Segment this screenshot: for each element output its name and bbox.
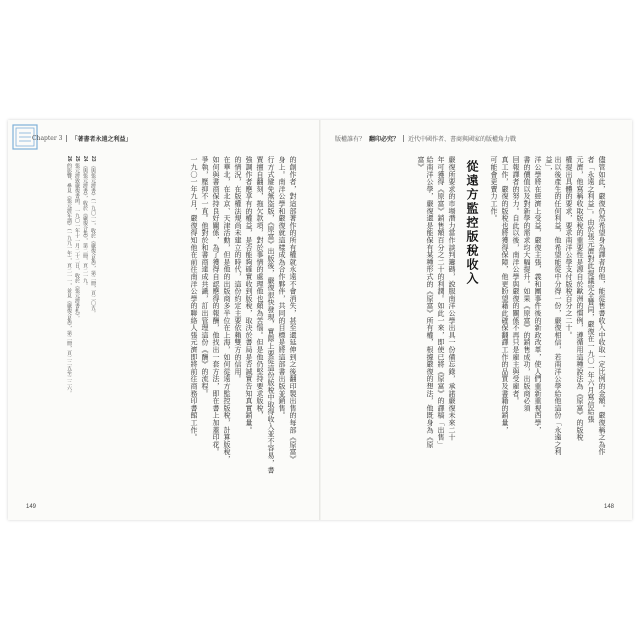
left-body-text: [117, 156, 297, 476]
text-column: 洋公學將在經濟上受益，嚴復主張，義和團事件後的新政改革，使人們重新重視西學，: [534, 156, 542, 434]
right-page: [321, 120, 632, 520]
text-column: 元濟，他寫稱收取版稅的重要性是源自於歐洲的慣例，遵循用這種說法為《原富》的版稅: [576, 156, 584, 441]
text-column: 嚴復所要求的市場潛力當作談判籌碼，說服南洋公學出具一份備忘錄，承諾嚴復未來二十: [448, 156, 456, 441]
text-column: 者「永遠之利益」。由於張元濟對此提議完全贊同，嚴復在一九〇一年六月寫信給張: [587, 156, 595, 423]
header-separator: [66, 135, 67, 142]
text-column: 的創作者，對這部著作的所有權就永遠不會消失，甚至還延伸到之後翻印製出售的每部《原富》: [289, 156, 297, 463]
running-head-right: [335, 134, 516, 143]
text-column: 如何與書商保持良好關係，為了獲得自認應得的報酬，他找出一套方法，即在書上加蓋印花。: [212, 156, 220, 456]
text-column: 行方式避免無盜版，《原富》出版後，嚴復很快發現，實際上要從這份版稅中取得收入並不容易，書: [267, 156, 275, 474]
text-column: 書的價值以及對新學的需求均大幅提升。如果《原富》的銷售成功，出版商必須: [523, 156, 531, 412]
book-title-bold: 翻印必究？: [369, 136, 400, 143]
chapter-label: Chapter 3: [32, 135, 63, 142]
text-column: 權提出具體的要求，要求南洋公學支付版稅百分之二十。: [565, 156, 573, 339]
text-column: 儘管如此，嚴復仍然希望身為譯者的他，能從售書收入中收取一定比例的金額。嚴復稱之為作: [598, 156, 606, 456]
text-column: 在華北，在北京、天津活動，但是他的出版商多半位在上海，如何從遠方監控版稅，計算版稅，: [223, 156, 231, 463]
text-column: 給南洋公學，嚴復還是能保有某種形式的《原富》所有權，根據嚴復的想法，他既身為《原富》: [417, 156, 434, 448]
text-column: 出以後產生的任何利益，他希望能從中分得一份，嚴復相信，若南洋公學給他這份「永遠之利益」，: [545, 156, 562, 456]
footnote: 23 《與張元濟書》（一九〇一），收於《嚴復合集》，第二冊，頁二〇五。: [90, 156, 96, 316]
left-page: [8, 120, 319, 520]
footnote: 26 的影響，參見《張元濟年譜》（一九九一年），頁二一一，並見《嚴復合集》，第二冊，頁二二五至二二六。: [66, 156, 72, 396]
book-subtitle: 近代中國作者、書商與國家的版權角力戰: [408, 136, 517, 143]
text-column: 回報譯者的努力。自此以後，南洋公學與嚴復的關係不再只是雇主與受雇者。: [512, 156, 520, 405]
footnote: 25 張元濟致嚴復書函，一九〇一年十一月二十二日，收於《張元濟書札》。: [74, 156, 80, 321]
book-spread: [8, 120, 632, 520]
page-number: 149: [26, 504, 37, 510]
page-number: 148: [603, 504, 614, 510]
running-head-left: [32, 134, 131, 143]
footnote: 24 《與張元濟書》，收於《嚴復合集》，第二冊，頁二一九。: [82, 156, 88, 289]
text-column: 年可獲得《原富》銷售額百分之二十的利潤。如此一來，即使已將《原富》的譯稿「出售」: [437, 156, 445, 448]
text-column: 爭執，壓抑不一直。他對於和書商達成共識，訂出管理這份《酬》的流程。: [201, 156, 209, 397]
header-separator: [403, 135, 404, 142]
text-column: 一九〇一年九月，嚴復得知他在前往南洋公學的聯絡人張元濟即將前往商務印書館工作。: [190, 156, 198, 441]
text-column: 賈擅自翻刻，拖欠款項，對於事情的處理他也頗為苦惱。但是他仍堅持要求版稅，: [256, 156, 264, 419]
chapter-title: 「著書者永遠之利益」: [71, 136, 132, 143]
text-column: 的情況，在版權法規尚未建立的時代，這份約定主要依賴雙方的信用。: [234, 156, 242, 383]
text-column: 強調作者應享有的權益，是否能夠確實收到版稅，取決於書局是否誠實告知真實銷量。: [245, 156, 253, 434]
section-heading: 從遠方監控版稅收入: [465, 160, 479, 286]
right-body-text: [348, 156, 606, 456]
text-column: 可能會更賣力工作。: [490, 156, 498, 222]
book-title-part: 版權誰有？: [335, 136, 366, 143]
text-column: 身上。南洋公學和嚴復就這樣成為合作夥伴，共同的目標是將這部書出版並銷售。: [278, 156, 286, 419]
footnotes: [26, 156, 96, 416]
text-column: 真工作，嚴復的版稅也將獲得保障，他更盼望藉此確保翻譯工作的品質及書籍的銷量，: [501, 156, 509, 434]
